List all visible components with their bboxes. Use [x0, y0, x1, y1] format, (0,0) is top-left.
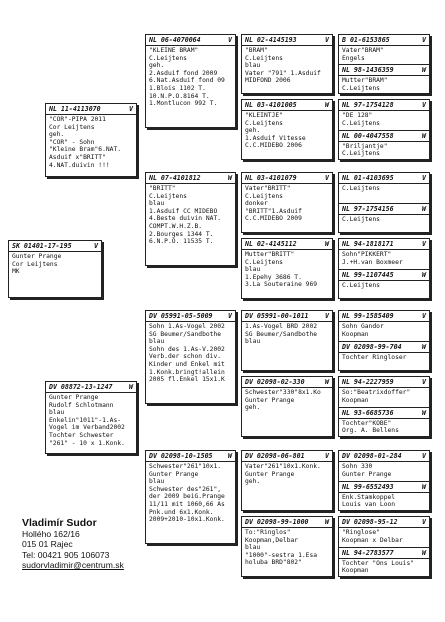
- sex-marker: V: [129, 105, 133, 113]
- info-line: blau: [149, 478, 165, 486]
- sex-marker: V: [325, 312, 329, 320]
- info-line: 2009+2010-10x1.Konk.: [149, 516, 225, 524]
- ring-number: NL 03-4101005: [245, 101, 297, 109]
- ring-number: DV 02098-99-1000: [245, 518, 309, 526]
- pigeon-card-sire: [45, 103, 137, 177]
- info-line: Koopman: [342, 396, 369, 404]
- info-line: 4.NAT.duivin !!!: [49, 161, 110, 169]
- info-line: Koopman,Delbar: [245, 536, 299, 544]
- info-line: blau: [245, 544, 261, 552]
- info-line: Sohn"PIKKERT": [342, 251, 392, 258]
- ring-header: [339, 101, 429, 111]
- pigeon-pair-gen4-6: [338, 376, 430, 437]
- info-line: 1.Asduif CC MIDEBO: [149, 207, 218, 215]
- info-line: blau: [49, 409, 65, 417]
- ring-header: [46, 383, 136, 393]
- info-line: geh.: [49, 131, 65, 139]
- ring-number: DV 02098-01-284: [342, 452, 402, 460]
- info-line: 1.Konk.bringt!allein: [149, 368, 225, 376]
- info-line: Engels: [342, 54, 365, 62]
- pigeon-card-gen3-8: [241, 516, 333, 577]
- info-line: MIDFOND 2006: [245, 77, 291, 85]
- info-line: der 2009 beiG.Prange: [149, 493, 225, 501]
- owner-phone: Tel: 00421 905 106073: [22, 549, 110, 560]
- info-line: 1.Asduif Vitesse: [245, 134, 306, 142]
- ring-header: [339, 378, 429, 388]
- sex-marker: V: [422, 36, 426, 44]
- ring-number: NL 98-1436359: [342, 66, 394, 74]
- ring-header: [242, 174, 332, 184]
- info-line: "261" - 10 x 1.Konk.: [49, 439, 125, 447]
- info-line: Koopman: [342, 567, 369, 575]
- owner-address: [22, 517, 124, 571]
- info-line: "Ringlose": [342, 529, 380, 536]
- sex-marker: W: [325, 240, 329, 248]
- info-line: Org. A. Bellens: [342, 427, 399, 435]
- ring-number: NL 07-4101812: [149, 174, 201, 182]
- ring-header: [242, 36, 332, 46]
- info-line: 1.Epehy 3686 T.: [245, 273, 302, 281]
- info-line: "Kleine Bram"6.NAT.: [49, 146, 122, 154]
- sex-marker: V: [325, 36, 329, 44]
- info-line: 1.Montlucon 992 T.: [149, 100, 218, 108]
- info-line: "COR"-PIPA 2011: [49, 116, 106, 123]
- ring-header: [339, 205, 429, 215]
- owner-name: Vladimír Sudor: [22, 517, 97, 529]
- info-line: Tochter "Ons Louis": [342, 559, 415, 567]
- ring-header: [146, 312, 235, 322]
- sex-marker: V: [325, 174, 329, 182]
- info-line: "1000"-sestra 1.Esa: [245, 551, 318, 559]
- pigeon-sub-card-dam: [339, 203, 429, 233]
- info-line: C.Leijtens: [149, 192, 187, 200]
- info-line: geh.: [245, 404, 261, 412]
- ring-header: [9, 242, 101, 252]
- ring-number: NL 99-1585409: [342, 312, 394, 320]
- sex-marker: W: [325, 101, 329, 109]
- info-line: geh.: [245, 127, 261, 135]
- pigeon-card-sire-dam: [145, 172, 236, 266]
- info-line: Gunter Prange: [245, 396, 295, 404]
- pigeon-card-subject: [8, 240, 102, 298]
- ring-number: NL 93-6685736: [342, 408, 394, 417]
- pigeon-card-gen3-7: [241, 450, 333, 511]
- pigeon-sub-card-dam: [339, 547, 429, 577]
- info-line: Mutter"BRAM": [342, 77, 388, 84]
- info-line: 2.Bourges 1344 T.: [149, 230, 214, 238]
- ring-number: NL 11-4113070: [49, 105, 101, 113]
- pigeon-card-gen3-6: [241, 376, 333, 437]
- ring-header: [242, 101, 332, 111]
- pigeon-pair-gen4-5: [338, 310, 430, 371]
- info-line: MK: [12, 268, 20, 276]
- info-line: 1.As-Vogel BRD 2002: [245, 323, 318, 330]
- owner-email-link[interactable]: sudorvladimir@centrum.sk: [22, 560, 124, 571]
- owner-street: Hollého 162/16: [22, 529, 80, 539]
- info-line: C.C.MIDEBO 2009: [245, 215, 302, 223]
- info-line: donker: [245, 200, 268, 208]
- info-line: C.Leijtens: [342, 84, 380, 92]
- info-line: Koopman: [342, 330, 369, 338]
- ring-header: [146, 174, 235, 184]
- info-line: Cor Leijtens: [49, 123, 95, 131]
- ring-number: NL 94-2227959: [342, 378, 394, 386]
- ring-header: [339, 240, 429, 250]
- info-line: "KLEINTJE": [245, 112, 283, 119]
- info-line: Gunter Prange: [12, 253, 62, 260]
- pigeon-sub-card-dam: [339, 269, 429, 299]
- sex-marker: V: [228, 36, 232, 44]
- ring-number: SK 01401-17-195: [12, 242, 72, 250]
- ring-header: [339, 66, 429, 76]
- ring-number: NL 97-1754128: [342, 101, 394, 109]
- info-line: Schwester des"261",: [149, 485, 222, 493]
- ring-header: [339, 174, 429, 184]
- ring-number: DV 02098-10-1505: [149, 452, 213, 460]
- sex-marker: V: [325, 452, 329, 460]
- info-line: Pnk.und 6x1.Konk.: [149, 508, 214, 516]
- ring-number: DV 05991-00-1011: [245, 312, 309, 320]
- sex-marker: W: [325, 378, 329, 386]
- info-line: C.Leijtens: [245, 192, 283, 200]
- pigeon-card-gen3-3: [241, 172, 333, 233]
- info-line: "BRITT"1.Asduif: [245, 207, 302, 215]
- info-line: geh.: [245, 478, 261, 486]
- info-line: Tochter"KOBE": [342, 419, 392, 427]
- info-line: SG Beumer/Sandbothe: [245, 330, 318, 338]
- ring-header: [242, 452, 332, 462]
- pigeon-sub-card-sire: [339, 100, 429, 130]
- info-line: Sohn Gandor: [342, 323, 384, 330]
- ring-header: [339, 36, 429, 46]
- info-line: Mutter"BRITT": [245, 251, 295, 258]
- info-line: Rudolf Schlotmann: [49, 401, 114, 409]
- info-line: Gunter Prange: [342, 470, 392, 478]
- info-line: blau: [245, 62, 261, 70]
- ring-number: DV 02098-95-12: [342, 518, 398, 526]
- sex-marker: W: [422, 408, 426, 417]
- ring-header: [339, 409, 429, 419]
- pigeon-card-dam-dam: [145, 450, 236, 544]
- ring-header: [339, 483, 429, 493]
- info-line: 4.Beste duivin NAT.: [149, 215, 222, 223]
- sex-marker: W: [129, 383, 133, 391]
- pigeon-sub-card-sire: [339, 311, 429, 341]
- ring-header: [339, 343, 429, 353]
- info-line: geh.: [149, 62, 165, 70]
- info-line: C.Leijtens: [342, 185, 380, 192]
- pigeon-card-gen3-5: [241, 310, 333, 371]
- pigeon-sub-card-dam: [339, 341, 429, 371]
- sex-marker: W: [422, 270, 426, 279]
- info-line: Schwester"330"8x1.Ko: [245, 389, 321, 396]
- info-line: holuba BRD"802": [245, 559, 302, 567]
- pigeon-card-dam-sire: [145, 310, 236, 404]
- ring-number: NL 97-1754156: [342, 204, 394, 213]
- info-line: "BRAM": [245, 47, 268, 54]
- info-line: 1.Blois 1102 T.: [149, 84, 206, 92]
- sex-marker: V: [422, 452, 426, 460]
- pigeon-pair-gen4-7: [338, 450, 430, 511]
- pigeon-sub-card-sire: [339, 377, 429, 407]
- info-line: Enk.Stamkoppel: [342, 493, 396, 501]
- pigeon-card-dam: [45, 381, 137, 454]
- pigeon-pair-gen4-8: [338, 516, 430, 577]
- info-line: Kinder und Enkel mit: [149, 360, 225, 368]
- info-line: Enkelin"1011"-1.As-: [49, 416, 122, 424]
- sex-marker: W: [422, 66, 426, 74]
- ring-number: NL 02-4145112: [245, 240, 297, 248]
- ring-number: NL 02-4145193: [245, 36, 297, 44]
- info-line: C.Leijtens: [342, 215, 380, 223]
- info-line: To:"Ringlos": [245, 529, 291, 536]
- info-line: Schwester"261"10x1.: [149, 463, 222, 470]
- info-line: Vater"BRITT": [245, 185, 291, 192]
- info-line: C.Leijtens: [245, 54, 283, 62]
- sex-marker: W: [422, 548, 426, 557]
- pigeon-sub-card-dam: [339, 407, 429, 437]
- ring-header: [339, 271, 429, 281]
- info-line: 6.N.P.O. 11535 T.: [149, 238, 214, 246]
- info-line: Verb.der schon div.: [149, 353, 222, 361]
- info-line: 6.Nat.Asduif fond 09: [149, 77, 225, 85]
- info-line: J.+H.van Boxmeer: [342, 258, 403, 266]
- info-line: Sohn 1.As-Vogel 2002: [149, 323, 225, 330]
- ring-number: NL 94-2783577: [342, 548, 394, 557]
- info-line: C.C.MIDEBO 2006: [245, 142, 302, 150]
- info-line: 2005 fl.Enkel 15x1.K: [149, 376, 225, 384]
- sex-marker: V: [422, 518, 426, 526]
- info-line: Vogel im Verband2002: [49, 424, 125, 432]
- sex-marker: V: [94, 242, 98, 250]
- pigeon-pair-gen4-2: [338, 99, 430, 160]
- ring-header: [242, 240, 332, 250]
- pigeon-sub-card-dam: [339, 130, 429, 160]
- ring-number: NL 03-4101079: [245, 174, 297, 182]
- ring-header: [242, 312, 332, 322]
- sex-marker: W: [422, 342, 426, 351]
- info-line: blau: [149, 200, 165, 208]
- ring-number: NL 06-4070064: [149, 36, 201, 44]
- pigeon-sub-card-sire: [339, 451, 429, 481]
- ring-number: NL 94-1818171: [342, 240, 394, 248]
- sex-marker: W: [228, 174, 232, 182]
- ring-header: [146, 36, 235, 46]
- sex-marker: V: [228, 312, 232, 320]
- ring-number: DV 02098-02-330: [245, 378, 305, 386]
- ring-header: [339, 518, 429, 528]
- pigeon-pair-gen4-1: [338, 34, 430, 94]
- sex-marker: W: [422, 131, 426, 140]
- pigeon-card-gen3-4: [241, 238, 333, 299]
- info-line: Vater"261"10x1.Konk.: [245, 463, 321, 470]
- info-line: So:"Beatrixdoffer": [342, 389, 411, 396]
- ring-number: DV 02098-06-801: [245, 452, 305, 460]
- ring-header: [242, 518, 332, 528]
- info-line: Tochter Ringloser: [342, 353, 407, 361]
- ring-header: [339, 312, 429, 322]
- ring-number: B 01-6153865: [342, 36, 390, 44]
- pigeon-sub-card-sire: [339, 173, 429, 203]
- ring-header: [339, 452, 429, 462]
- info-line: SG Beumer/Sandbothe: [149, 330, 222, 338]
- info-line: Gunter Prange: [245, 470, 295, 478]
- ring-number: DV 02098-99-704: [342, 342, 402, 351]
- pigeon-card-gen3-1: [241, 34, 333, 94]
- info-line: 3.La Souteraine 969: [245, 281, 318, 289]
- info-line: Louis van Loon: [342, 501, 396, 509]
- ring-number: NL 99-6552493: [342, 482, 394, 491]
- info-line: Vater"BRAM": [342, 47, 384, 54]
- info-line: "KLEINE BRAM": [149, 47, 199, 54]
- info-line: C.Leijtens: [342, 119, 380, 127]
- info-line: 11/11 mit 1060,66 As: [149, 500, 225, 508]
- pigeon-sub-card-sire: [339, 239, 429, 269]
- info-line: "DE 128": [342, 112, 373, 119]
- pigeon-sub-card-sire: [339, 517, 429, 547]
- sex-marker: W: [228, 452, 232, 460]
- pigeon-sub-card-sire: [339, 35, 429, 64]
- ring-number: DV 05991-05-5009: [149, 312, 213, 320]
- sex-marker: V: [422, 312, 426, 320]
- info-line: C.Leijtens: [149, 54, 187, 62]
- ring-number: NL 01-4103695: [342, 174, 394, 182]
- sex-marker: W: [422, 482, 426, 491]
- info-line: blau: [245, 338, 261, 346]
- info-line: Sohn 330: [342, 463, 373, 470]
- ring-number: DV 08872-13-1247: [49, 383, 113, 391]
- ring-header: [242, 378, 332, 388]
- info-line: blau: [245, 266, 261, 274]
- info-line: C.Leijtens: [342, 281, 380, 289]
- info-line: C.Leijtens: [245, 258, 283, 266]
- info-line: Gunter Prange: [49, 394, 99, 401]
- pigeon-sub-card-dam: [339, 64, 429, 93]
- sex-marker: V: [422, 101, 426, 109]
- ring-header: [146, 452, 235, 462]
- owner-city: 015 01 Rajec: [22, 539, 73, 550]
- info-line: Tochter Schwester: [49, 431, 114, 439]
- info-line: Vater "791" 1.Asduif: [245, 69, 321, 77]
- info-line: Sohn des 1.As-V.2002: [149, 345, 225, 353]
- info-line: Asduif x"BRITT": [49, 153, 106, 161]
- info-line: 2.Asduif fond 2009: [149, 69, 218, 77]
- info-line: blau: [149, 338, 165, 346]
- sex-marker: W: [325, 518, 329, 526]
- sex-marker: V: [422, 378, 426, 386]
- info-line: Cor Leijtens: [12, 260, 58, 268]
- pigeon-pair-gen4-4: [338, 238, 430, 299]
- pigeon-card-gen3-2: [241, 99, 333, 160]
- info-line: C.Leijtens: [245, 119, 283, 127]
- ring-header: [339, 132, 429, 142]
- info-line: COMPT.W.H.Z.B.: [149, 222, 203, 230]
- pigeon-sub-card-dam: [339, 481, 429, 511]
- pigeon-pair-gen4-3: [338, 172, 430, 233]
- ring-header: [339, 549, 429, 559]
- ring-number: NL 99-1107445: [342, 270, 394, 279]
- info-line: "COR" - Sohn: [49, 138, 95, 146]
- info-line: Koopman x Delbar: [342, 536, 403, 544]
- sex-marker: V: [422, 240, 426, 248]
- info-line: Gunter Prange: [149, 470, 199, 478]
- sex-marker: V: [422, 174, 426, 182]
- info-line: "Briljantje": [342, 142, 388, 150]
- info-line: 10.N.P.O.8164 T.: [149, 92, 210, 100]
- info-line: C.Leijtens: [342, 150, 380, 158]
- ring-number: NL 00-4047558: [342, 131, 394, 140]
- sex-marker: W: [422, 204, 426, 213]
- pigeon-card-sire-sire: [145, 34, 236, 128]
- ring-header: [46, 105, 136, 115]
- info-line: "BRITT": [149, 185, 176, 192]
